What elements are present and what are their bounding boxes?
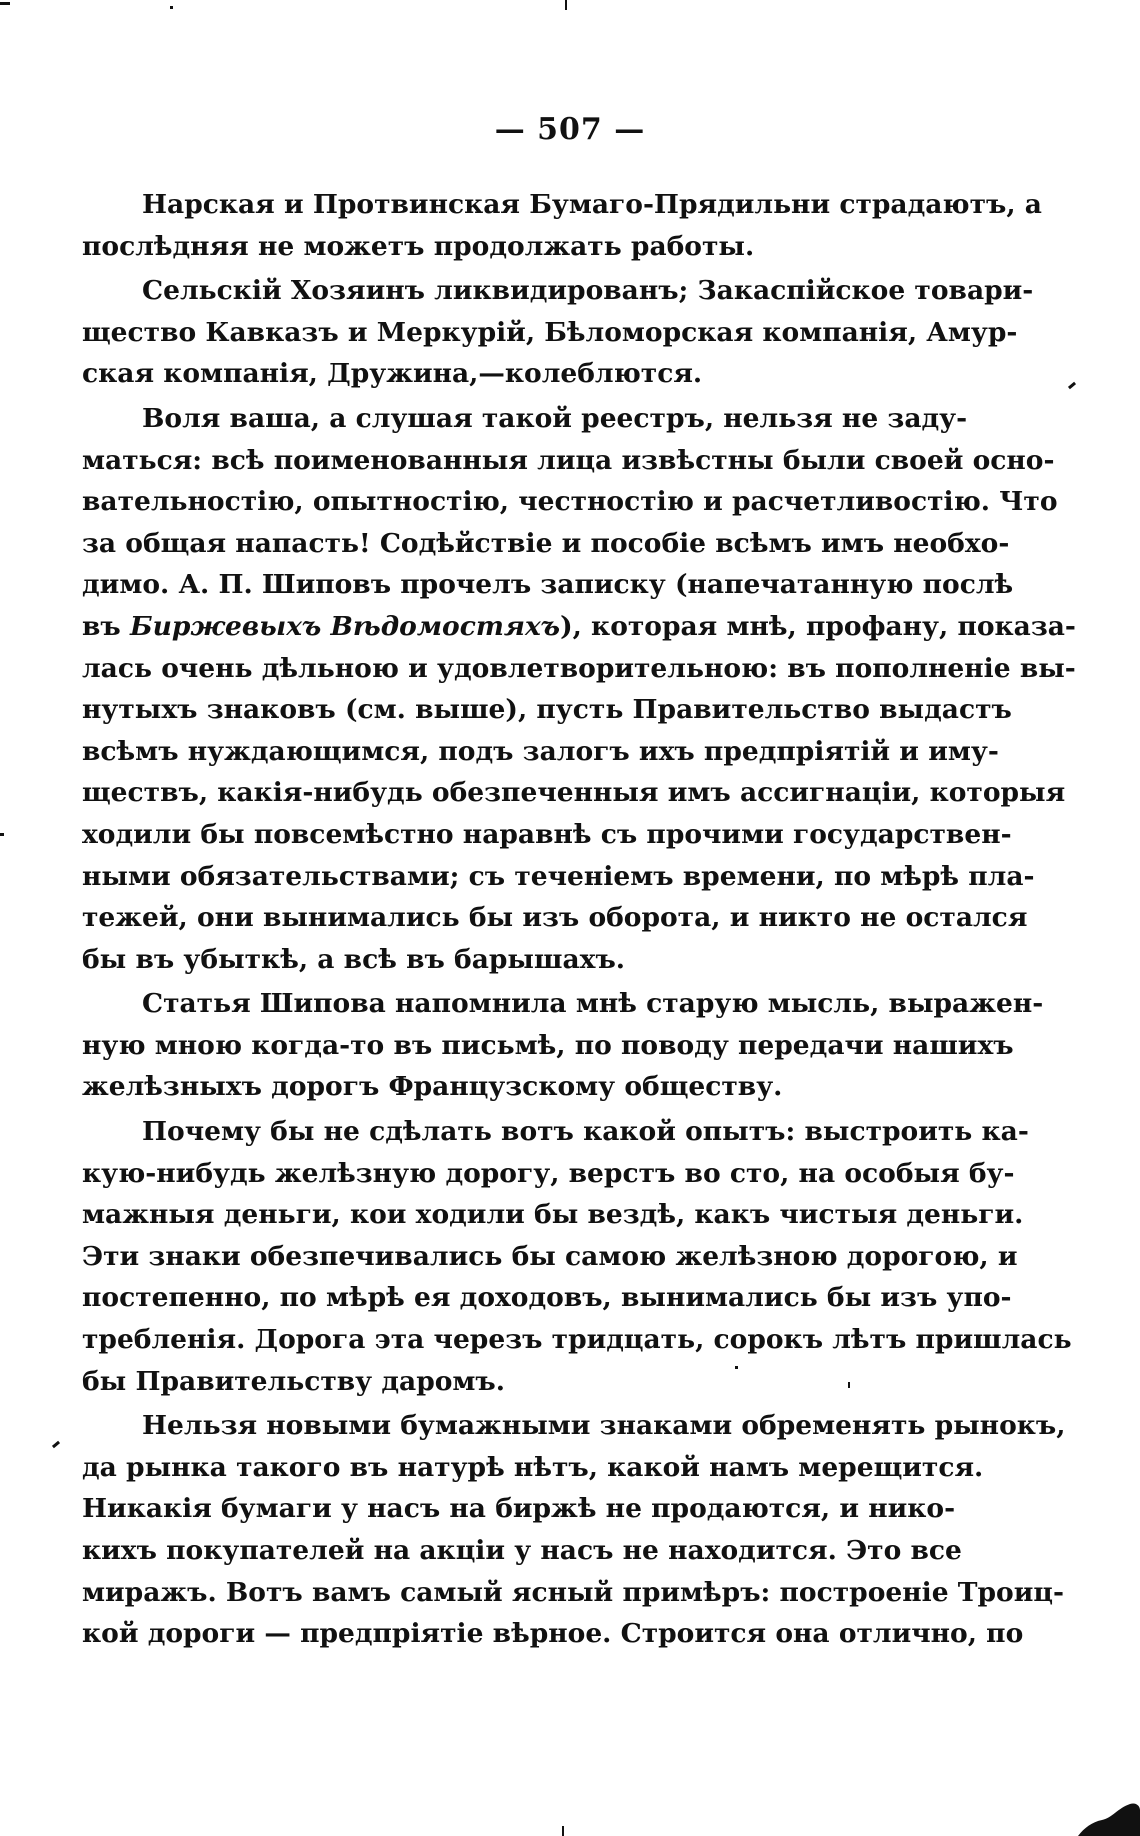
text-line: лась очень дѣльною и удовлетворительною: въ пополненіе вы-: [82, 652, 1076, 684]
text-line: Почему бы не сдѣлать вотъ какой опытъ: выстроить ка-: [142, 1116, 1029, 1148]
text-line: Сельскій Хозяинъ ликвидированъ; Закаспійское товари-: [142, 275, 1034, 307]
text-line: послѣдняя не можетъ продолжать работы.: [82, 230, 755, 262]
text-line: кой дороги — предпріятіе вѣрное. Строится она отлично, по: [82, 1618, 1024, 1650]
text-line: за общая напасть! Содѣйствіе и пособіе всѣмъ имъ необхо-: [82, 527, 1010, 559]
text-line: бы въ убыткѣ, а всѣ въ барышахъ.: [82, 943, 625, 975]
text-line: кую-нибудь желѣзную дорогу, верстъ во сто, на особыя бу-: [82, 1157, 1015, 1189]
scan-speck: [735, 1366, 738, 1369]
text-line: ходили бы повсемѣстно наравнѣ съ прочими государствен-: [82, 818, 1012, 850]
text-line: [82, 606, 1076, 648]
text-line: всѣмъ нуждающимся, подъ залогъ ихъ предпріятій и иму-: [82, 735, 999, 767]
body-text: [82, 184, 1076, 1655]
text-line: желѣзныхъ дорогъ Французскому обществу.: [82, 1071, 783, 1103]
text-line: Никакія бумаги у насъ на биржѣ не продаются, и нико-: [82, 1493, 956, 1525]
text-line: маться: всѣ поименованныя лица извѣстны были своей осно-: [82, 444, 1055, 476]
text-line: Эти знаки обезпечивались бы самою желѣзною дорогою, и: [82, 1240, 1018, 1272]
text-line: димо. А. П. Шиповъ прочелъ записку (напечатанную послѣ: [82, 569, 1014, 601]
text-line: миражъ. Вотъ вамъ самый ясный примѣръ: построеніе Троиц-: [82, 1576, 1064, 1608]
text-line: бы Правительству даромъ.: [82, 1365, 505, 1397]
scan-speck: [52, 1441, 60, 1448]
text-run: въ: [82, 610, 130, 642]
page-number: — 507 —: [494, 112, 646, 147]
text-line: ществъ, какія-нибудь обезпеченныя имъ ассигнаціи, которыя: [82, 777, 1066, 809]
text-line: кихъ покупателей на акціи у насъ не находится. Это все: [82, 1535, 962, 1566]
text-line: да рынка такого въ натурѣ нѣтъ, какой намъ мерещится.: [82, 1451, 984, 1483]
text-line: щество Кавказъ и Меркурій, Бѣломорская компанія, Амур-: [82, 316, 1018, 348]
text-line: ская компанія, Дружина,—колеблются.: [82, 358, 703, 390]
text-line: постепенно, по мѣрѣ ея доходовъ, вынимались бы изъ упо-: [82, 1282, 1012, 1314]
scan-speck: [565, 0, 567, 10]
scan-speck: [0, 2, 10, 5]
scan-speck: [0, 833, 4, 836]
text-line: ную мною когда-то въ письмѣ, по поводу передачи нашихъ: [82, 1029, 1014, 1061]
text-line: Нельзя новыми бумажными знаками обременять рынокъ,: [142, 1410, 1066, 1442]
text-line: нутыхъ знаковъ (см. выше), пусть Правительство выдастъ: [82, 694, 1012, 726]
text-line: ными обязательствами; съ теченіемъ времени, по мѣрѣ пла-: [82, 860, 1035, 892]
text-line: Воля ваша, а слушая такой реестръ, нельзя не заду-: [142, 402, 968, 434]
scan-speck: [848, 1382, 850, 1388]
scan-speck: [562, 1826, 564, 1836]
scan-speck: [170, 6, 173, 9]
ink-blot: [1078, 1798, 1140, 1836]
text-line: мажныя деньги, кои ходили бы вездѣ, какъ чистыя деньги.: [82, 1199, 1024, 1231]
scan-speck: [1068, 382, 1076, 389]
text-line: Нарская и Протвинская Бумаго-Прядильни страдаютъ, а: [142, 189, 1042, 220]
text-line: требленія. Дорога эта черезъ тридцать, сорокъ лѣтъ пришлась: [82, 1324, 1072, 1356]
text-line: вательностію, опытностію, честностію и расчетливостію. Что: [82, 486, 1058, 518]
text-line: Статья Шипова напомнила мнѣ старую мысль, выражен-: [142, 988, 1044, 1020]
text-line: тежей, они вынимались бы изъ оборота, и никто не остался: [82, 902, 1028, 934]
text-run: ), которая мнѣ, профану, показа-: [560, 610, 1076, 642]
newspaper-title: Биржевыхъ Вѣдомостяхъ: [129, 610, 561, 642]
